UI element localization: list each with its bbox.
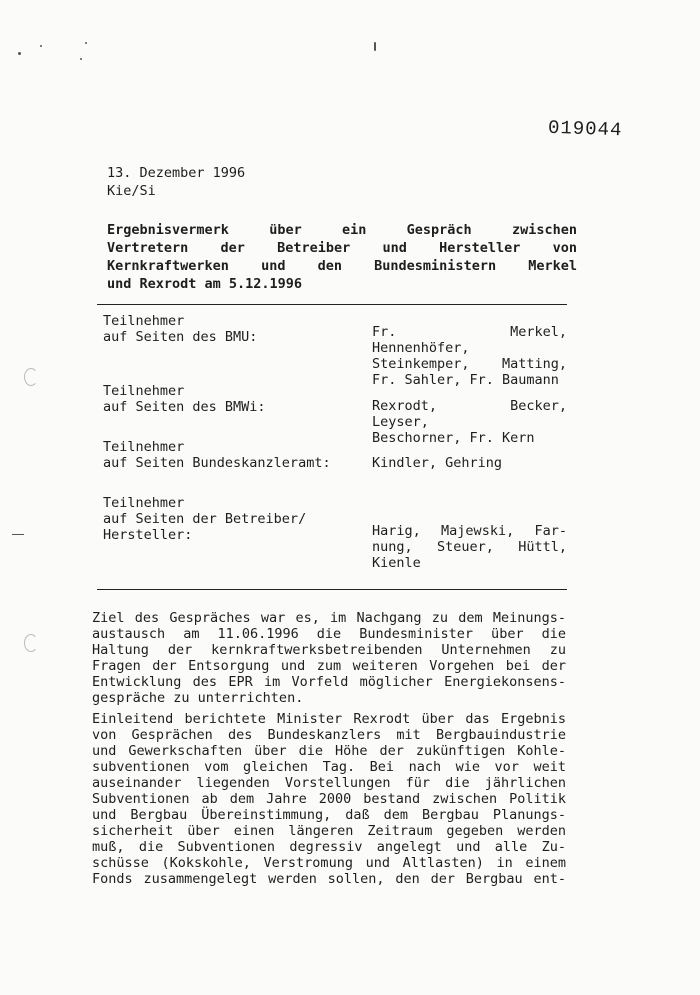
document-number: 019044	[547, 116, 623, 142]
paragraph-line: Ziel des Gespräches war es, im Nachgang zu dem Meinungs-	[92, 610, 566, 626]
group-label-line: auf Seiten des BMWi:	[103, 399, 266, 415]
names-line: Kienle	[372, 555, 421, 571]
paragraph-line: Subventionen ab dem Jahre 2000 bestand zwischen Politik	[92, 791, 566, 807]
group-label-line: auf Seiten der Betreiber/	[103, 511, 307, 527]
group-label-line: auf Seiten des BMU:	[103, 329, 258, 345]
paragraph-line: auseinander liegenden Vorstellungen für die jährlichen	[92, 775, 566, 791]
divider-top	[97, 304, 567, 305]
paragraph-line: Fonds zusammengelegt werden sollen, den der Bergbau ent-	[92, 871, 566, 887]
scan-speck	[40, 45, 42, 47]
names-line: nung, Steuer, Hüttl,	[372, 539, 567, 555]
paragraph-line: Fragen der Entsorgung und zum weiteren Vorgehen bei der	[92, 658, 566, 674]
participant-group-bmwi-names	[372, 398, 567, 446]
title-line: Vertretern der Betreiber und Hersteller von	[107, 240, 577, 256]
group-label-line: auf Seiten Bundeskanzleramt:	[103, 455, 331, 471]
paragraph-line: austausch am 11.06.1996 die Bundesminister über die	[92, 626, 566, 642]
participant-group-kanzleramt-label	[103, 439, 331, 471]
names-line: Harig, Majewski, Far-	[372, 523, 567, 539]
title-line: Ergebnisvermerk über ein Gespräch zwischen	[107, 222, 577, 238]
paragraph-line: gespräche zu unterrichten.	[92, 690, 304, 706]
participant-group-kanzleramt-names	[372, 455, 567, 471]
names-line: Fr. Sahler, Fr. Baumann	[372, 372, 559, 388]
paragraph-line: und Gewerkschaften über die Höhe der zukünftigen Kohle-	[92, 743, 566, 759]
names-line: Steinkemper, Matting,	[372, 356, 567, 372]
scan-speck	[85, 42, 87, 44]
document-date: 13. Dezember 1996	[107, 165, 246, 181]
group-label-line: Hersteller:	[103, 527, 193, 543]
scan-speck	[18, 52, 21, 55]
participant-group-bmu-names	[372, 324, 567, 388]
paragraph-line: muß, die Subventionen degressiv angelegt und alle Zu-	[92, 839, 566, 855]
divider-bottom	[97, 589, 567, 590]
paragraph-line: Haltung der kernkraftwerksbetreibenden Unternehmen zu	[92, 642, 566, 658]
paragraph-line: und Bergbau Übereinstimmung, daß dem Bergbau Planungs-	[92, 807, 566, 823]
title-line: Kernkraftwerken und den Bundesministern Merkel	[107, 258, 577, 274]
body-paragraph-2	[92, 711, 566, 887]
paragraph-line: subventionen vom gleichen Tag. Bei nach wie vor weit	[92, 759, 566, 775]
names-line: Beschorner, Fr. Kern	[372, 430, 535, 446]
body-paragraph-1	[92, 610, 566, 706]
paragraph-line: Einleitend berichtete Minister Rexrodt über das Ergebnis	[92, 711, 566, 727]
scan-speck	[12, 534, 24, 535]
names-line: Rexrodt, Becker, Leyser,	[372, 398, 567, 430]
participant-group-betreiber-names	[372, 523, 567, 571]
paragraph-line: Entwicklung des EPR im Vorfeld möglicher Energiekonsens-	[92, 674, 566, 690]
participant-group-bmwi-label	[103, 383, 266, 415]
group-label-line: Teilnehmer	[103, 383, 185, 399]
punch-hole-mark	[24, 368, 38, 386]
group-label-line: Teilnehmer	[103, 495, 185, 511]
scan-speck	[80, 58, 82, 60]
document-title	[107, 221, 577, 293]
names-line: Kindler, Gehring	[372, 455, 503, 471]
group-label-line: Teilnehmer	[103, 313, 185, 329]
scan-speck	[374, 42, 376, 51]
participant-group-bmu-label	[103, 313, 257, 345]
reference-code: Kie/Si	[107, 183, 156, 199]
title-line: und Rexrodt am 5.12.1996	[107, 276, 303, 292]
date-block	[107, 164, 245, 200]
punch-hole-mark	[24, 634, 38, 652]
paragraph-line: sicherheit über einen längeren Zeitraum gegeben werden	[92, 823, 566, 839]
paragraph-line: von Gesprächen des Bundeskanzlers mit Bergbauindustrie	[92, 727, 566, 743]
participant-group-betreiber-label	[103, 495, 306, 543]
group-label-line: Teilnehmer	[103, 439, 185, 455]
paragraph-line: schüsse (Kokskohle, Verstromung und Altlasten) in einem	[92, 855, 566, 871]
names-line: Fr. Merkel, Hennenhöfer,	[372, 324, 567, 356]
